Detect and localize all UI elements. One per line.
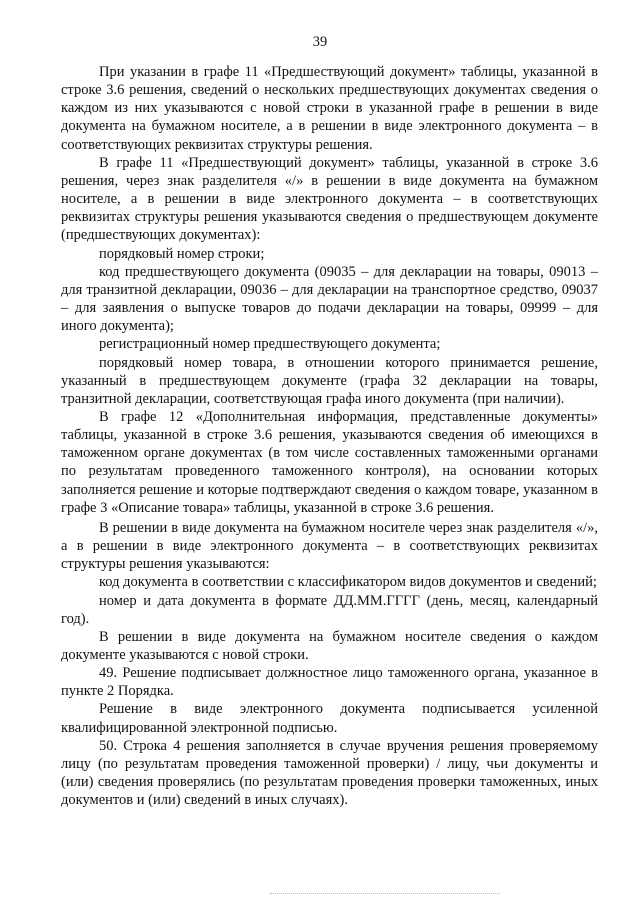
scan-artifact-line — [270, 893, 500, 894]
document-body — [61, 63, 598, 809]
list-item: порядковый номер строки; — [99, 245, 265, 262]
paragraph: В решении в виде документа на бумажном носителе сведения о каждом документе указываются с новой строки. — [61, 628, 598, 663]
list-item: регистрационный номер предшествующего документа; — [99, 336, 441, 353]
paragraph: В решении в виде документа на бумажном носителе через знак разделителя «/», а в решении в виде электронного документа – в соответствующих реквизитах структуры решения указываются: — [61, 519, 598, 573]
list-item: порядковый номер товара, в отношении которого принимается решение, указанный в предшествующем документе (графа 32 декларации на товары, транзитной декларации, соответствующая графа иного документа (при наличии). — [61, 354, 598, 407]
paragraph: В графе 12 «Дополнительная информация, представленные документы» таблицы, указанной в строке 3.6 решения, указываются сведения об имеющихся в таможенном органе документах (в том числе составленных таможенными органами по результатам проведенного таможенного контроля), на основании которых заполняется решение и которые подтверждают сведения о каждом товаре, указанном в графе 3 «Описание товара» таблицы, указанной в строке 3.6 решения. — [61, 408, 598, 516]
list-item: код документа в соответствии с классификатором видов документов и сведений; — [99, 574, 597, 591]
list-item: номер и дата документа в формате ДД.ММ.ГГГГ (день, месяц, календарный год). — [61, 592, 598, 627]
paragraph: При указании в графе 11 «Предшествующий документ» таблицы, указанной в строке 3.6 решения, сведений о нескольких предшествующих документах сведения о каждом из них указываются с новой строки в указанной графе в решении в виде документа на бумажном носителе, а в решении в виде электронного документа – в соответствующих реквизитах структуры решения. — [61, 64, 598, 153]
paragraph: 50. Строка 4 решения заполняется в случае вручения решения проверяемому лицу (по результатам проведения таможенной проверки) / лицу, чьи документы и (или) сведения проверялись (по результатам проведения проверки таможенных, иных документов и (или) сведений в иных случаях). — [61, 737, 598, 809]
paragraph: В графе 11 «Предшествующий документ» таблицы, указанной в строке 3.6 решения, через знак разделителя «/» в решении в виде документа на бумажном носителе, а в решении в виде электронного документа – в соответствующих реквизитах структуры решения указываются сведения о предшествующем документе (предшествующих документах): — [61, 154, 598, 244]
paragraph: Решение в виде электронного документа подписывается усиленной квалифицированной электронной подписью. — [61, 701, 598, 736]
paragraph: 49. Решение подписывает должностное лицо таможенного органа, указанное в пункте 2 Порядка. — [61, 665, 598, 700]
list-item: код предшествующего документа (09035 – для декларации на товары, 09013 – для транзитной декларации, 09036 – для декларации на транспортное средство, 09037 – для заявления о выпуске товаров до подачи декларации на товары, 09999 – для иного документа); — [61, 263, 598, 335]
page-number: 39 — [312, 34, 328, 50]
